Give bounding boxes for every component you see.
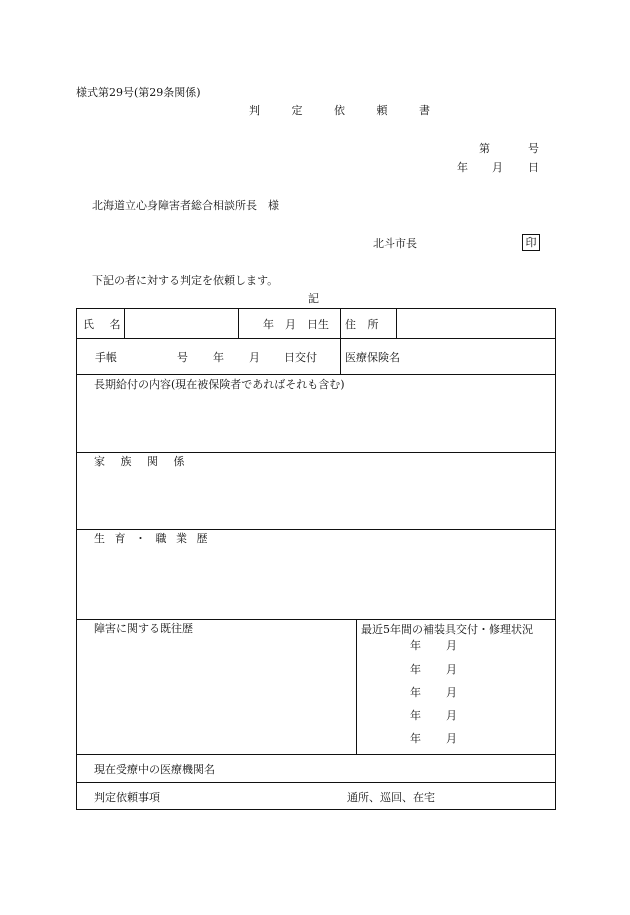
address-field[interactable] [399,311,553,335]
row-divider [77,782,555,783]
doc-number-prefix: 第 [479,142,490,155]
row-divider [77,452,555,453]
intro-text: 下記の者に対する判定を依頼します。 [92,274,279,287]
equipment-month: 月 [446,732,457,745]
date-month: 月 [492,161,503,174]
handbook-year-unit: 年 [213,351,224,364]
col-divider [340,338,341,374]
row-divider [77,619,555,620]
name-field[interactable] [127,311,235,335]
handbook-issued-label: 日交付 [284,351,317,364]
birthdate-label: 年 月 日生 [263,318,329,331]
equipment-year: 年 [410,732,421,745]
medical-institution-label: 現在受療中の医療機関名 [94,763,215,776]
equipment-month: 月 [446,639,457,652]
col-divider [356,619,357,754]
equipment-year: 年 [410,709,421,722]
request-options: 通所、巡回、在宅 [347,791,435,804]
col-divider [238,309,239,338]
career-history-label: 生 育 ・ 職 業 歴 [94,532,211,545]
handbook-month-unit: 月 [249,351,260,364]
equipment-year: 年 [410,639,421,652]
row-divider [77,754,555,755]
date-day: 日 [528,161,539,174]
long-term-benefits-label: 長期給付の内容(現在被保険者であればそれも含む) [94,378,345,391]
insurance-label: 医療保険名 [345,351,400,364]
document-title: 判 定 依 頼 書 [249,104,444,117]
career-history-field[interactable] [80,549,552,617]
equipment-month: 月 [446,663,457,676]
ki-label: 記 [308,292,319,305]
equipment-year: 年 [410,686,421,699]
family-relations-label: 家 族 関 係 [94,455,191,468]
equipment-year: 年 [410,663,421,676]
equipment-status-label: 最近5年間の補装具交付・修理状況 [361,623,533,636]
row-divider [77,374,555,375]
handbook-label: 手帳 [95,351,117,364]
seal-stamp: 印 [522,234,540,251]
handbook-number-unit: 号 [177,351,188,364]
col-divider [340,309,341,338]
request-items-label: 判定依頼事項 [94,791,160,804]
row-divider [77,338,555,339]
equipment-month: 月 [446,709,457,722]
form-number: 様式第29号(第29条関係) [76,86,201,99]
family-relations-field[interactable] [80,471,552,527]
date-year: 年 [457,161,468,174]
address-label: 住 所 [345,318,383,331]
long-term-benefits-field[interactable] [80,393,552,449]
doc-number-suffix: 号 [528,142,539,155]
row-divider [77,529,555,530]
sender: 北斗市長 [373,237,417,250]
request-form-table [76,308,556,810]
col-divider [396,309,397,338]
addressee: 北海道立心身障害者総合相談所長 様 [92,199,279,212]
equipment-month: 月 [446,686,457,699]
medical-history-label: 障害に関する既往歴 [94,622,193,635]
name-label: 氏 名 [83,318,127,331]
